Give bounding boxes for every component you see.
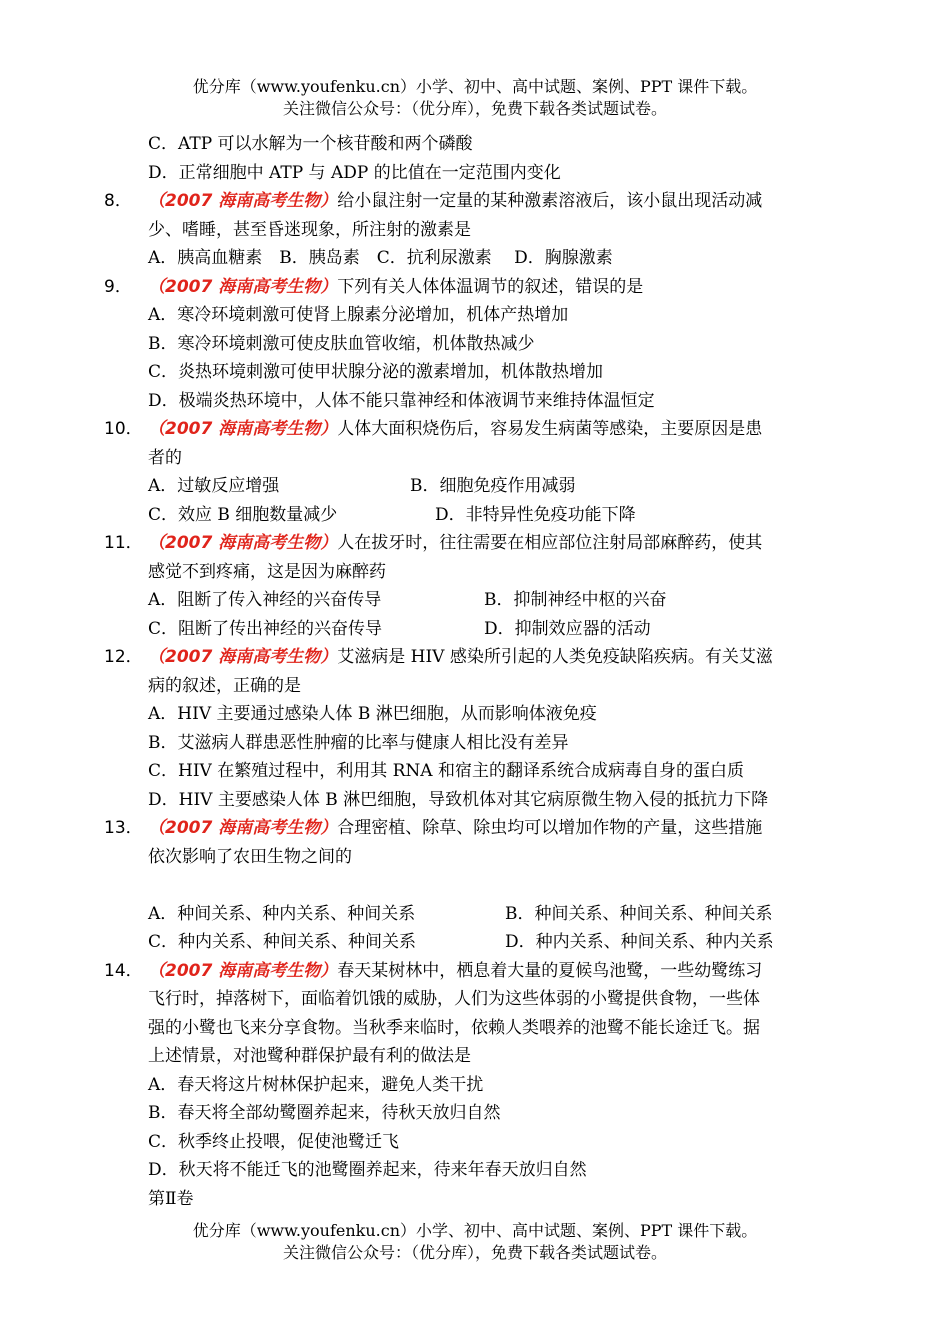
question-number: 10．	[104, 419, 143, 439]
page-footer	[0, 1220, 950, 1264]
question-source: （2007 海南高考生物）	[148, 276, 338, 297]
option-d: D．极端炎热环境中，人体不能只靠神经和体液调节来维持体温恒定	[148, 390, 655, 411]
question-number: 12．	[104, 647, 143, 667]
question-source: （2007 海南高考生物）	[148, 191, 338, 211]
option-d: D．抑制效应器的活动	[484, 618, 651, 639]
option-a: A．种间关系、种内关系、种间关系	[148, 903, 416, 924]
prev-option-d: D．正常细胞中 ATP 与 ADP 的比值在一定范围内变化	[148, 162, 561, 183]
question-text-cont: 飞行时，掉落树下，面临着饥饿的威胁，人们为这些体弱的小鹭提供食物，一些体	[148, 989, 760, 1009]
option-b: B．抑制神经中枢的兴奋	[484, 590, 667, 610]
question-12	[104, 643, 844, 672]
question-11	[104, 529, 844, 558]
options-row	[104, 900, 844, 929]
question-source: （2007 海南高考生物）	[148, 533, 338, 553]
option-a: A．HIV 主要通过感染人体 B 淋巴细胞，从而影响体液免疫	[148, 704, 597, 724]
header-line-2: 关注微信公众号：（优分库），免费下载各类试题试卷。	[282, 99, 667, 118]
question-number: 9．	[104, 276, 132, 297]
option-b: B．艾滋病人群患恶性肿瘤的比率与健康人相比没有差异	[148, 732, 569, 753]
question-14	[104, 957, 844, 986]
question-text: 艾滋病是 HIV 感染所引起的人类免疫缺陷疾病。有关艾滋	[337, 647, 773, 667]
options-row	[104, 928, 844, 957]
options-row	[104, 586, 844, 615]
option-d: D．HIV 主要感染人体 B 淋巴细胞，导致机体对其它病原微生物入侵的抵抗力下降	[148, 789, 769, 810]
prev-option-c: C．ATP 可以水解为一个核苷酸和两个磷酸	[148, 134, 473, 154]
option-c: C．效应 B 细胞数量减少	[148, 504, 338, 525]
option-b: B．细胞免疫作用减弱	[410, 476, 576, 496]
option-a: A．过敏反应增强	[148, 476, 280, 496]
question-8	[104, 187, 844, 216]
page-header	[0, 76, 950, 120]
question-text-cont: 少、嗜睡，甚至昏迷现象，所注射的激素是	[148, 219, 471, 240]
question-text-cont: 依次影响了农田生物之间的	[148, 846, 352, 867]
options-row	[104, 501, 844, 530]
option-c: C．阻断了传出神经的兴奋传导	[148, 618, 383, 639]
option-c: C．秋季终止投喂，促使池鹭迁飞	[148, 1131, 400, 1152]
question-text: 合理密植、除草、除虫均可以增加作物的产量，这些措施	[337, 818, 763, 838]
option-b: B．春天将全部幼鹭圈养起来，待秋天放归自然	[148, 1103, 501, 1123]
footer-line-1: 优分库（www.youfenku.cn）小学、初中、高中试题、案例、PPT 课件下载。	[192, 1221, 758, 1240]
question-source: （2007 海南高考生物）	[148, 647, 338, 667]
question-number: 11．	[104, 533, 143, 553]
blank-line	[104, 871, 844, 900]
question-source: （2007 海南高考生物）	[148, 818, 338, 838]
option-b: B．寒冷环境刺激可使皮肤血管收缩，机体散热减少	[148, 333, 535, 354]
question-text: 给小鼠注射一定量的某种激素溶液后，该小鼠出现活动减	[337, 191, 763, 211]
option-d: D．种内关系、种间关系、种内关系	[505, 932, 774, 952]
question-text-cont: 者的	[148, 447, 182, 468]
section-heading: 第Ⅱ卷	[148, 1188, 194, 1209]
question-number: 13．	[104, 818, 143, 838]
question-text-cont: 病的叙述，正确的是	[148, 675, 301, 696]
question-text-cont: 强的小鹭也飞来分享食物。当秋季来临时，依赖人类喂养的池鹭不能长途迁飞。据	[148, 1017, 760, 1038]
option-c: C．炎热环境刺激可使甲状腺分泌的激素增加，机体散热增加	[148, 362, 604, 382]
question-8-options: A．胰高血糖素 B．胰岛素 C．抗利尿激素 D．胸腺激素	[148, 248, 613, 268]
question-source: （2007 海南高考生物）	[148, 419, 338, 439]
option-a: A．春天将这片树林保护起来，避免人类干扰	[148, 1074, 484, 1095]
option-d: D．秋天将不能迁飞的池鹭圈养起来，待来年春天放归自然	[148, 1160, 587, 1180]
options-row	[104, 472, 844, 501]
question-9	[104, 273, 844, 302]
header-line-1: 优分库（www.youfenku.cn）小学、初中、高中试题、案例、PPT 课件下载。	[192, 77, 758, 96]
option-a: A．阻断了传入神经的兴奋传导	[148, 590, 382, 610]
question-source: （2007 海南高考生物）	[148, 960, 338, 981]
question-10	[104, 415, 844, 444]
options-row	[104, 615, 844, 644]
question-text-cont: 感觉不到疼痛，这是因为麻醉药	[148, 561, 386, 582]
question-13	[104, 814, 844, 843]
question-number: 8．	[104, 191, 132, 211]
question-text: 春天某树林中，栖息着大量的夏候鸟池鹭，一些幼鹭练习	[337, 960, 763, 981]
question-text: 下列有关人体体温调节的叙述，错误的是	[337, 276, 644, 297]
option-a: A．寒冷环境刺激可使肾上腺素分泌增加，机体产热增加	[148, 305, 569, 325]
question-text-cont: 上述情景，对池鹭种群保护最有利的做法是	[148, 1046, 471, 1066]
question-text: 人体大面积烧伤后，容易发生病菌等感染，主要原因是患	[337, 419, 763, 439]
option-b: B．种间关系、种间关系、种间关系	[505, 903, 773, 924]
question-number: 14．	[104, 960, 143, 981]
footer-line-2: 关注微信公众号：（优分库），免费下载各类试题试卷。	[282, 1243, 667, 1262]
question-content	[104, 130, 844, 1213]
option-d: D．非特异性免疫功能下降	[435, 504, 636, 525]
option-c: C．HIV 在繁殖过程中，利用其 RNA 和宿主的翻译系统合成病毒自身的蛋白质	[148, 761, 744, 781]
question-text: 人在拔牙时，往往需要在相应部位注射局部麻醉药，使其	[337, 533, 763, 553]
option-c: C．种内关系、种间关系、种间关系	[148, 932, 417, 952]
